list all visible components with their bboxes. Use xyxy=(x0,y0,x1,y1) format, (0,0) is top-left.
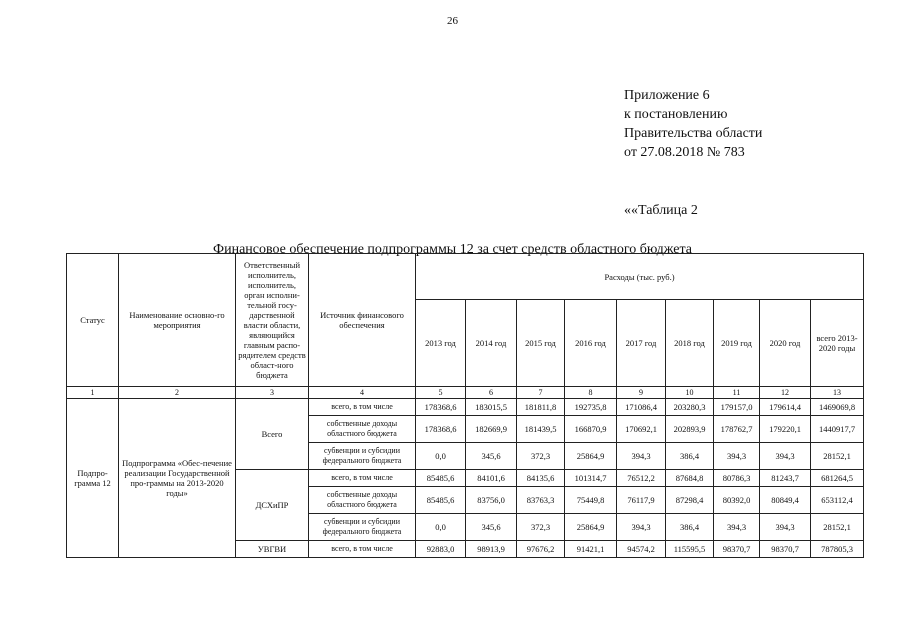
value-cell: 1440917,7 xyxy=(811,416,864,443)
value-cell: 182669,9 xyxy=(466,416,517,443)
value-cell: 76117,9 xyxy=(617,487,666,514)
value-cell: 178368,6 xyxy=(416,399,466,416)
header-year: 2019 год xyxy=(714,300,760,387)
value-cell: 345,6 xyxy=(466,443,517,470)
value-cell: 91421,1 xyxy=(565,541,617,558)
value-cell: 681264,5 xyxy=(811,470,864,487)
value-cell: 87298,4 xyxy=(666,487,714,514)
source-cell: всего, в том числе xyxy=(309,541,416,558)
value-cell: 83756,0 xyxy=(466,487,517,514)
value-cell: 386,4 xyxy=(666,443,714,470)
value-cell: 203280,3 xyxy=(666,399,714,416)
value-cell: 181811,8 xyxy=(517,399,565,416)
value-cell: 345,6 xyxy=(466,514,517,541)
value-cell: 394,3 xyxy=(617,443,666,470)
header-year: 2015 год xyxy=(517,300,565,387)
column-number: 12 xyxy=(760,387,811,399)
value-cell: 80392,0 xyxy=(714,487,760,514)
value-cell: 81243,7 xyxy=(760,470,811,487)
value-cell: 1469069,8 xyxy=(811,399,864,416)
table-label: ««Таблица 2 xyxy=(624,203,698,218)
value-cell: 170692,1 xyxy=(617,416,666,443)
value-cell: 98913,9 xyxy=(466,541,517,558)
source-cell: всего, в том числе xyxy=(309,470,416,487)
header-year: 2014 год xyxy=(466,300,517,387)
source-cell: субвенции и субсидии федерального бюджета xyxy=(309,514,416,541)
value-cell: 84101,6 xyxy=(466,470,517,487)
column-number: 6 xyxy=(466,387,517,399)
value-cell: 178368,6 xyxy=(416,416,466,443)
header-name: Наименование основно-го мероприятия xyxy=(119,254,236,387)
value-cell: 28152,1 xyxy=(811,443,864,470)
financing-table xyxy=(66,253,864,558)
value-cell: 183015,5 xyxy=(466,399,517,416)
value-cell: 25864,9 xyxy=(565,443,617,470)
column-number: 5 xyxy=(416,387,466,399)
header-year: 2016 год xyxy=(565,300,617,387)
value-cell: 98370,7 xyxy=(714,541,760,558)
value-cell: 394,3 xyxy=(760,514,811,541)
value-cell: 372,3 xyxy=(517,443,565,470)
header-source: Источник финансового обеспечения xyxy=(309,254,416,387)
value-cell: 0,0 xyxy=(416,443,466,470)
source-cell: субвенции и субсидии федерального бюджета xyxy=(309,443,416,470)
value-cell: 28152,1 xyxy=(811,514,864,541)
appendix-block xyxy=(624,86,762,162)
value-cell: 92883,0 xyxy=(416,541,466,558)
column-number: 7 xyxy=(517,387,565,399)
value-cell: 394,3 xyxy=(714,514,760,541)
source-cell: всего, в том числе xyxy=(309,399,416,416)
appendix-line: к постановлению xyxy=(624,107,728,122)
column-number: 4 xyxy=(309,387,416,399)
header-total: всего 2013-2020 годы xyxy=(811,300,864,387)
column-number: 2 xyxy=(119,387,236,399)
value-cell: 394,3 xyxy=(760,443,811,470)
source-cell: собственные доходы областного бюджета xyxy=(309,416,416,443)
column-number: 9 xyxy=(617,387,666,399)
header-status: Статус xyxy=(67,254,119,387)
value-cell: 83763,3 xyxy=(517,487,565,514)
header-expenses: Расходы (тыс. руб.) xyxy=(416,254,864,300)
value-cell: 166870,9 xyxy=(565,416,617,443)
column-number: 10 xyxy=(666,387,714,399)
status-cell: Подпро-грамма 12 xyxy=(67,399,119,558)
value-cell: 179614,4 xyxy=(760,399,811,416)
value-cell: 394,3 xyxy=(617,514,666,541)
value-cell: 76512,2 xyxy=(617,470,666,487)
appendix-line: Приложение 6 xyxy=(624,88,710,103)
header-year: 2017 год xyxy=(617,300,666,387)
column-number: 3 xyxy=(236,387,309,399)
table-row xyxy=(67,399,864,416)
page-number: 26 xyxy=(447,15,458,27)
value-cell: 98370,7 xyxy=(760,541,811,558)
header-year: 2018 год xyxy=(666,300,714,387)
value-cell: 75449,8 xyxy=(565,487,617,514)
value-cell: 202893,9 xyxy=(666,416,714,443)
value-cell: 179157,0 xyxy=(714,399,760,416)
value-cell: 394,3 xyxy=(714,443,760,470)
header-year: 2020 год xyxy=(760,300,811,387)
header-executor: Ответственный исполнитель, исполнитель, орган исполни-тельной госу-дарственной власти области, являющийся главным распо-рядителем средств област-ного бюджета xyxy=(236,254,309,387)
appendix-line: от 27.08.2018 № 783 xyxy=(624,145,745,160)
appendix-line: Правительства области xyxy=(624,126,763,141)
value-cell: 178762,7 xyxy=(714,416,760,443)
column-number: 13 xyxy=(811,387,864,399)
value-cell: 0,0 xyxy=(416,514,466,541)
executor-cell: Всего xyxy=(236,399,309,470)
column-number: 1 xyxy=(67,387,119,399)
value-cell: 386,4 xyxy=(666,514,714,541)
column-number: 11 xyxy=(714,387,760,399)
document-title: Финансовое обеспечение подпрограммы 12 за счет средств областного бюджета xyxy=(213,242,692,257)
value-cell: 192735,8 xyxy=(565,399,617,416)
value-cell: 115595,5 xyxy=(666,541,714,558)
value-cell: 25864,9 xyxy=(565,514,617,541)
value-cell: 85485,6 xyxy=(416,470,466,487)
executor-cell: ДСХиПР xyxy=(236,470,309,541)
value-cell: 372,3 xyxy=(517,514,565,541)
value-cell: 181439,5 xyxy=(517,416,565,443)
value-cell: 179220,1 xyxy=(760,416,811,443)
value-cell: 101314,7 xyxy=(565,470,617,487)
value-cell: 787805,3 xyxy=(811,541,864,558)
value-cell: 87684,8 xyxy=(666,470,714,487)
value-cell: 94574,2 xyxy=(617,541,666,558)
column-number: 8 xyxy=(565,387,617,399)
value-cell: 84135,6 xyxy=(517,470,565,487)
header-year: 2013 год xyxy=(416,300,466,387)
source-cell: собственные доходы областного бюджета xyxy=(309,487,416,514)
value-cell: 80849,4 xyxy=(760,487,811,514)
value-cell: 97676,2 xyxy=(517,541,565,558)
value-cell: 85485,6 xyxy=(416,487,466,514)
executor-cell: УВГВИ xyxy=(236,541,309,558)
value-cell: 653112,4 xyxy=(811,487,864,514)
value-cell: 171086,4 xyxy=(617,399,666,416)
program-name-cell: Подпрограмма «Обес-печение реализации Государственной про-граммы на 2013-2020 годы» xyxy=(119,399,236,558)
value-cell: 80786,3 xyxy=(714,470,760,487)
